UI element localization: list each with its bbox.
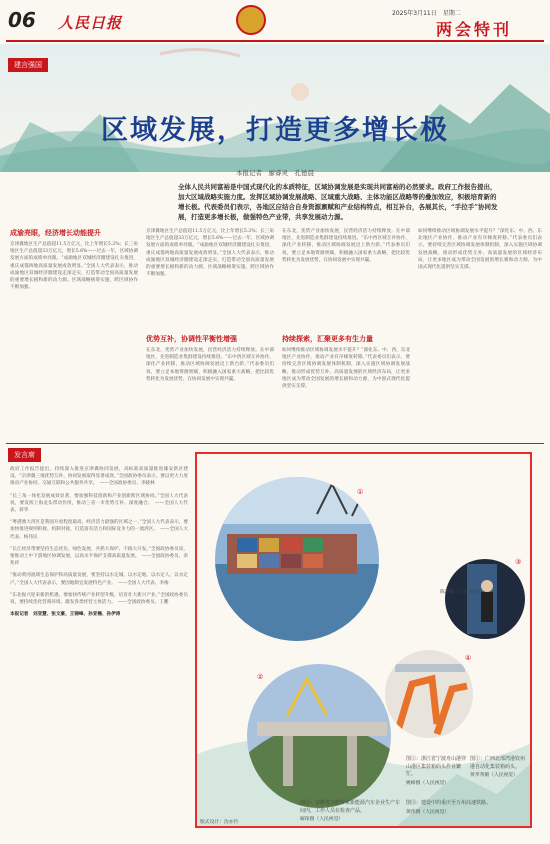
caption-3-credit: 黄伟摄（人民视觉） — [406, 809, 450, 815]
article-column-1 — [10, 228, 138, 433]
national-emblem-icon — [236, 5, 266, 35]
design-credit: 版式设计：沈亦伶 — [200, 820, 239, 825]
feature-headline: 区域发展，打造更多增长极 — [101, 115, 449, 146]
opinion-tag: 发言席 — [8, 448, 41, 462]
issue-date: 2025年3月11日 星期二 — [392, 10, 461, 17]
caption-block-3 — [406, 756, 466, 786]
section3-heading: 持续探索，汇聚更多有生力量 — [282, 334, 373, 343]
caption-1-credit: 黄孝邦摄（人民视觉） — [470, 773, 518, 778]
photo4-credit: 陈涛摄（人民视觉） — [440, 590, 484, 595]
opinion-paragraph: “推动黄河流域生态保护和高质量发展，要坚持以水定城、以水定地、以水定人、以水定产。”全国人大代表表示，要因地制宜发展特色产业。 ——全国人大代表、李俊 — [10, 573, 188, 586]
section1-text: 京津冀地区生产总值超11.5万亿元，比上年增长5.2%；长三角地区生产总值超33万亿元，增长5.6%——过去一年，区域协调发展方面的成绩单亮眼。“成渝地区双城经济圈建设扎实推进，重庆成都两地高质量发展成效明显。”全国人大代表表示，推动成渝地区双城经济圈建设走深走实，打造带动全国高质量发展的重要增长极和新的动力源。区域战略统筹实施，跨区域协作不断加强。 — [10, 242, 138, 291]
article-column-3 — [282, 228, 410, 429]
section1-text-cont: 京津冀地区生产总值超11.5万亿元，比上年增长5.2%；长三角地区生产总值超33万亿元，增长5.6%——过去一年，区域协调发展方面的成绩单亮眼。“成渝地区双城经济圈建设扎实推进，重庆成都两地高质量发展成效明显。”全国人大代表表示，推动成渝地区双城经济圈建设走深走实，打造带动全国高质量发展的重要增长极和新的动力源。区域战略统筹实施，跨区域协作不断加强。 — [146, 229, 274, 278]
caption-1: 图①：广西北部湾港钦州港自动化集装箱码头。 — [470, 756, 526, 770]
worker-photo — [445, 559, 525, 639]
section3-text-cont: 如何继续推动区域协调发展水平提升？“深化东、中、西、东北地区产业协作，推动产业有序梯度转移。”代表委员们表示，要持续完善区域协调发展体制机制，深入实施区域协调发展战略，推动形成优势互补、高质量发展的区域经济布局，让更多地区成为带动全国发展的增长极和动力源，为中国式现代化提供坚实支撑。 — [418, 229, 542, 271]
section-title: 两会特刊 — [436, 20, 513, 39]
newspaper-logo: 人民日报 — [58, 14, 123, 32]
caption-5-credit: 解琛摄（人民视觉） — [300, 817, 344, 822]
figure-label-1: ① — [357, 488, 364, 496]
article-column-4 — [418, 228, 542, 428]
feature-lead: 全体人民共同富裕是中国式现代化的本质特征，区域协调发展是实现共同富裕的必然要求。政府工作报告提出，加大区域战略实施力度。发挥区域协调发展战略、区域重大战略、主体功能区战略等的叠加效应，积极培育新的增长极。代表委员们表示，各地区应结合自身资源禀赋和产业结构特点，相互补台，各展其长，“手拉手”协同发展，打造更多增长极，做强特色产业带，共享发展动力源。 — [178, 183, 498, 221]
section2-text-cont: 在东北，优势产业加快发展，民营经济活力持续释放。在中部地区，先进制造业集群建设持续推进。“东中西区域互补协作，深化产业转移，推动区域协调发展迈上新台阶。”代表委员们说，要立足本地资源禀赋，积极融入国家重大战略，把比较优势转化为发展优势，在协同发展中实现共赢。 — [282, 229, 410, 263]
opinion-column — [10, 466, 188, 816]
figure-label-2: ② — [257, 673, 264, 681]
caption-block-4 — [406, 800, 528, 815]
caption-5: 图⑤：安徽省合肥市某新能源汽车企业生产车间内，工作人员在检查产品。 — [300, 800, 401, 814]
caption-block-1 — [440, 588, 528, 595]
article-column-2 — [146, 228, 274, 429]
masthead-rule — [6, 40, 544, 42]
section2-heading: 优势互补，协调性平衡性增强 — [146, 334, 237, 343]
section2-text: 在东北，优势产业加快发展，民营经济活力持续释放。在中部地区，先进制造业集群建设持续推进。“东中西区域互补协作，深化产业转移，推动区域协调发展迈上新台阶。”代表委员们说，要立足本地资源禀赋，积极融入国家重大战略，把比较优势转化为发展优势，在协同发展中实现共赢。 — [146, 348, 274, 382]
page-number: 06 — [8, 8, 36, 32]
port-photo — [207, 474, 387, 644]
section1-heading: 成渝亮眼，经济增长动能提升 — [10, 228, 101, 237]
section3-text: 如何继续推动区域协调发展水平提升？“深化东、中、西、东北地区产业协作，推动产业有序梯度转移。”代表委员们表示，要持续完善区域协调发展体制机制，深入实施区域协调发展战略，推动形成优势互补、高质量发展的区域经济布局，让更多地区成为带动全国发展的增长极和动力源，为中国式现代化提供坚实支撑。 — [282, 348, 410, 390]
feature-byline: 本报记者 廖睿灵 孔德晨 — [236, 169, 314, 177]
section-divider — [6, 443, 544, 444]
caption-block-5 — [300, 800, 400, 822]
opinion-collector: 本报记者 刘亚慧、张文豪、王锦峰、孙亚楠、孙伊涛 — [10, 612, 121, 618]
opinion-paragraph: “长江经济带要坚持生态优先、绿色发展，共抓大保护、不搞大开发。”全国政协委员说，要推动上中下游地区协调发展，以高水平保护支撑高质量发展。 ——全国政协委员、余兆祥 — [10, 546, 188, 567]
opinion-paragraph: “粤港澳大湾区是我国开放程度最高、经济活力最强的区域之一。”全国人大代表表示，要加快推进规则衔接、机制对接，打造富有活力和国际竞争力的一流湾区。 ——全国人大代表、杨伟民 — [10, 520, 188, 540]
figure-label-4: ④ — [465, 654, 472, 662]
caption-3: 图③：建设中的重庆至万州高速铁路。 — [406, 800, 492, 806]
figure-label-3: ③ — [515, 558, 522, 566]
factory-photo — [385, 650, 473, 738]
feature-tag: 建言强国 — [8, 58, 48, 72]
opinion-paragraph: 政府工作报告提出，持续深入推进京津冀协同发展，高标准高质量推进雄安新区建设。“京津冀三地优势互补，协同发展取得显著成效。”全国政协委员表示，要以更大力度推动产业协同、交通互联和公共服务共享。 ——全国政协委员、李晓林 — [10, 467, 188, 487]
opinion-paragraph: “长三角一体化发展成效显著，要加强科技创新和产业创新跨区域协同。”全国人大代表说，要发挥上海龙头带动作用，推动三省一市优势互补、深度融合。 ——全国人大代表、蒋华 — [10, 493, 188, 514]
caption-block-2 — [470, 756, 528, 778]
caption-2-credit: 姚峰摄（人民视觉） — [406, 780, 450, 786]
opinion-paragraph: “东北振兴迎来新的机遇，要加快传统产业转型升级，培育壮大新兴产业。”全国政协委员说，要持续优化营商环境，激发各类经营主体活力。 ——全国政协委员、王鹏 — [10, 592, 188, 606]
caption-2: 图②：浙江省宁波舟山港穿山港区集装箱码头作业繁忙。 — [406, 756, 467, 777]
